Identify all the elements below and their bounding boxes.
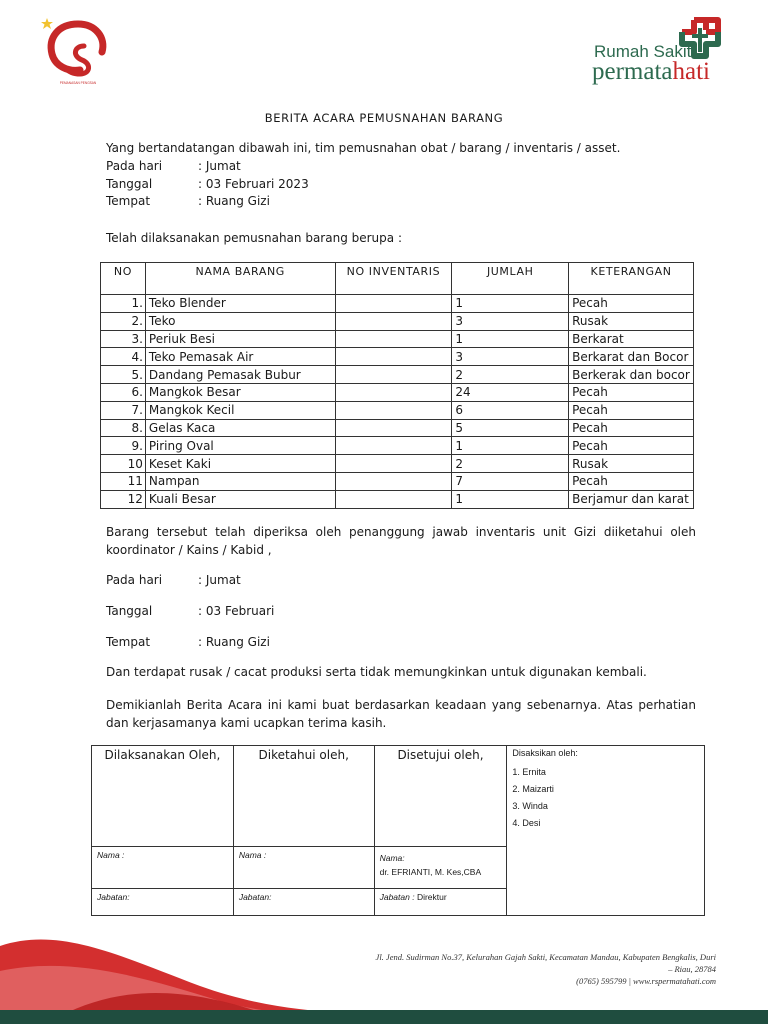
cell-jumlah: 1: [452, 295, 569, 313]
cell-no: 7.: [101, 401, 146, 419]
cell-jumlah: 2: [452, 455, 569, 473]
cell-inventaris: [335, 312, 452, 330]
cell-no: 6.: [101, 383, 146, 401]
items-table: [100, 262, 694, 509]
sign-position-cell-1: [92, 889, 234, 916]
table-row: [101, 455, 694, 473]
cell-keterangan: Pecah: [569, 383, 694, 401]
paragraph-closing: Demikianlah Berita Acara ini kami buat berdasarkan keadaan yang sebenarnya. Atas perhatian dan kerjasamanya kami ucapkan terima kasih.: [106, 698, 696, 730]
cell-nama: Kuali Besar: [145, 490, 335, 508]
table-row: [101, 401, 694, 419]
cell-no: 3.: [101, 330, 146, 348]
witness-item: 4. Desi: [512, 818, 541, 828]
cell-keterangan: Berjamur dan karat: [569, 490, 694, 508]
name-label: Nama:: [379, 853, 405, 863]
cell-no: 10: [101, 455, 146, 473]
cell-keterangan: Pecah: [569, 401, 694, 419]
header-no: NO: [101, 263, 146, 295]
paragraph-inspection: Barang tersebut telah diperiksa oleh penanggung jawab inventaris unit Gizi diiketahui oleh koordinator / Kains / Kabid ,: [106, 525, 696, 557]
table-row: [101, 383, 694, 401]
position-value: Direktur: [416, 892, 447, 902]
cell-no: 1.: [101, 295, 146, 313]
sign-executed-heading: Dilaksanakan Oleh,: [104, 748, 221, 762]
cell-keterangan: Berkarat dan Bocor: [569, 348, 694, 366]
cell-inventaris: [335, 366, 452, 384]
info1-date-label: Tanggal: [106, 177, 153, 191]
cell-inventaris: [335, 295, 452, 313]
cell-keterangan: Pecah: [569, 419, 694, 437]
lead-text: Telah dilaksanakan pemusnahan barang berupa :: [106, 231, 402, 245]
hospital-name-line2: [592, 58, 710, 86]
signature-table: [91, 745, 705, 916]
name-label: Nama :: [97, 850, 125, 860]
cell-keterangan: Berkerak dan bocor: [569, 366, 694, 384]
info1-day-label: Pada hari: [106, 159, 163, 173]
document-title: BERITA ACARA PEMUSNAHAN BARANG: [264, 111, 504, 125]
header-jumlah: JUMLAH: [452, 263, 569, 295]
footer-address-line1: Jl. Jend. Sudirman No.37, Kelurahan Gajah Sakti, Kecamatan Mandau, Kabupaten Bengkalis, Duri: [375, 952, 716, 962]
table-row: [101, 366, 694, 384]
cell-nama: Dandang Pemasak Bubur: [145, 366, 335, 384]
cell-nama: Periuk Besi: [145, 330, 335, 348]
header-no-inventaris: NO INVENTARIS: [335, 263, 452, 295]
position-label: Jabatan :: [379, 892, 415, 902]
info1-place-value: : Ruang Gizi: [198, 194, 270, 208]
sign-approved-heading: Disetujui oleh,: [397, 748, 484, 762]
emblem-caption: PEMANASAN PENGSAN: [59, 81, 97, 85]
cell-keterangan: Pecah: [569, 472, 694, 490]
cell-keterangan: Rusak: [569, 312, 694, 330]
position-label: Jabatan:: [97, 892, 130, 902]
cell-no: 9.: [101, 437, 146, 455]
witness-item: 2. Maizarti: [512, 784, 554, 794]
cell-inventaris: [335, 401, 452, 419]
hospital-name-permata: permata: [592, 58, 673, 85]
cell-nama: Nampan: [145, 472, 335, 490]
cell-no: 4.: [101, 348, 146, 366]
cell-inventaris: [335, 472, 452, 490]
cell-jumlah: 24: [452, 383, 569, 401]
sign-name-cell-1: [92, 847, 234, 889]
sign-name-cell-2: [233, 847, 374, 889]
cell-nama: Gelas Kaca: [145, 419, 335, 437]
info2-place-label: Tempat: [106, 635, 151, 649]
cell-jumlah: 3: [452, 348, 569, 366]
cell-jumlah: 1: [452, 330, 569, 348]
cell-jumlah: 2: [452, 366, 569, 384]
position-label: Jabatan:: [238, 892, 272, 902]
info2-place-value: : Ruang Gizi: [198, 635, 270, 649]
cell-nama: Keset Kaki: [145, 455, 335, 473]
cell-jumlah: 3: [452, 312, 569, 330]
cell-jumlah: 1: [452, 437, 569, 455]
witness-heading: Disaksikan oleh:: [512, 748, 578, 758]
cell-keterangan: Rusak: [569, 455, 694, 473]
director-name: dr. EFRIANTI, M. Kes,CBA: [379, 867, 482, 877]
info2-day-label: Pada hari: [106, 573, 163, 587]
cell-inventaris: [335, 348, 452, 366]
table-row: [101, 330, 694, 348]
sign-acknowledged-heading: Diketahui oleh,: [258, 748, 349, 762]
intro-text: Yang bertandatangan dibawah ini, tim pemusnahan obat / barang / inventaris / asset.: [106, 141, 621, 155]
table-header-row: [101, 263, 694, 295]
info2-day-value: : Jumat: [198, 573, 241, 587]
info2-date-label: Tanggal: [106, 604, 153, 618]
witness-item: 3. Winda: [512, 801, 548, 811]
witness-cell: [507, 746, 705, 916]
footer-address: [376, 951, 716, 987]
cell-nama: Teko: [145, 312, 335, 330]
footer-address-line2: – Riau, 28784: [668, 964, 716, 974]
cell-keterangan: Pecah: [569, 295, 694, 313]
cell-nama: Mangkok Kecil: [145, 401, 335, 419]
cell-no: 8.: [101, 419, 146, 437]
hospital-name-line1: Rumah Sakit: [594, 42, 692, 61]
cell-nama: Piring Oval: [145, 437, 335, 455]
info1-day-value: : Jumat: [198, 159, 241, 173]
cell-inventaris: [335, 330, 452, 348]
info1-date-value: : 03 Februari 2023: [198, 177, 309, 191]
name-label: Nama :: [238, 850, 267, 860]
cell-inventaris: [335, 383, 452, 401]
info1-place-label: Tempat: [106, 194, 151, 208]
cell-jumlah: 6: [452, 401, 569, 419]
cell-keterangan: Pecah: [569, 437, 694, 455]
hospital-name-hati: hati: [672, 58, 711, 85]
footer-bar: [0, 1010, 768, 1024]
sign-col-executed: [92, 746, 234, 847]
cell-jumlah: 5: [452, 419, 569, 437]
cell-no: 5.: [101, 366, 146, 384]
table-row: [101, 472, 694, 490]
cell-no: 11: [101, 472, 146, 490]
table-row: [101, 419, 694, 437]
table-row: [101, 312, 694, 330]
witness-item: 1. Ernita: [512, 767, 546, 777]
cell-inventaris: [335, 419, 452, 437]
cell-jumlah: 7: [452, 472, 569, 490]
cell-nama: Teko Pemasak Air: [145, 348, 335, 366]
cell-inventaris: [335, 490, 452, 508]
footer-wave-decoration: [0, 916, 340, 1016]
paragraph-damage: Dan terdapat rusak / cacat produksi serta tidak memungkinkan untuk digunakan kembali.: [106, 665, 647, 679]
cell-jumlah: 1: [452, 490, 569, 508]
info2-date-value: : 03 Februari: [198, 604, 275, 618]
cell-nama: Teko Blender: [145, 295, 335, 313]
hospital-emblem-logo: [38, 16, 118, 88]
header-keterangan: KETERANGAN: [569, 263, 694, 295]
table-row: [101, 295, 694, 313]
cell-inventaris: [335, 437, 452, 455]
table-row: [101, 348, 694, 366]
sign-col-approved: [374, 746, 507, 847]
header-nama-barang: NAMA BARANG: [145, 263, 335, 295]
table-row: [101, 437, 694, 455]
cell-inventaris: [335, 455, 452, 473]
cell-no: 2.: [101, 312, 146, 330]
cell-no: 12: [101, 490, 146, 508]
cell-nama: Mangkok Besar: [145, 383, 335, 401]
table-row: [101, 490, 694, 508]
sign-col-acknowledged: [233, 746, 374, 847]
sign-name-cell-3: [374, 847, 507, 889]
sign-position-cell-2: [233, 889, 374, 916]
sign-position-cell-3: [374, 889, 507, 916]
footer-contact-line: (0765) 595799 | www.rspermatahati.com: [576, 976, 716, 986]
cell-keterangan: Berkarat: [569, 330, 694, 348]
